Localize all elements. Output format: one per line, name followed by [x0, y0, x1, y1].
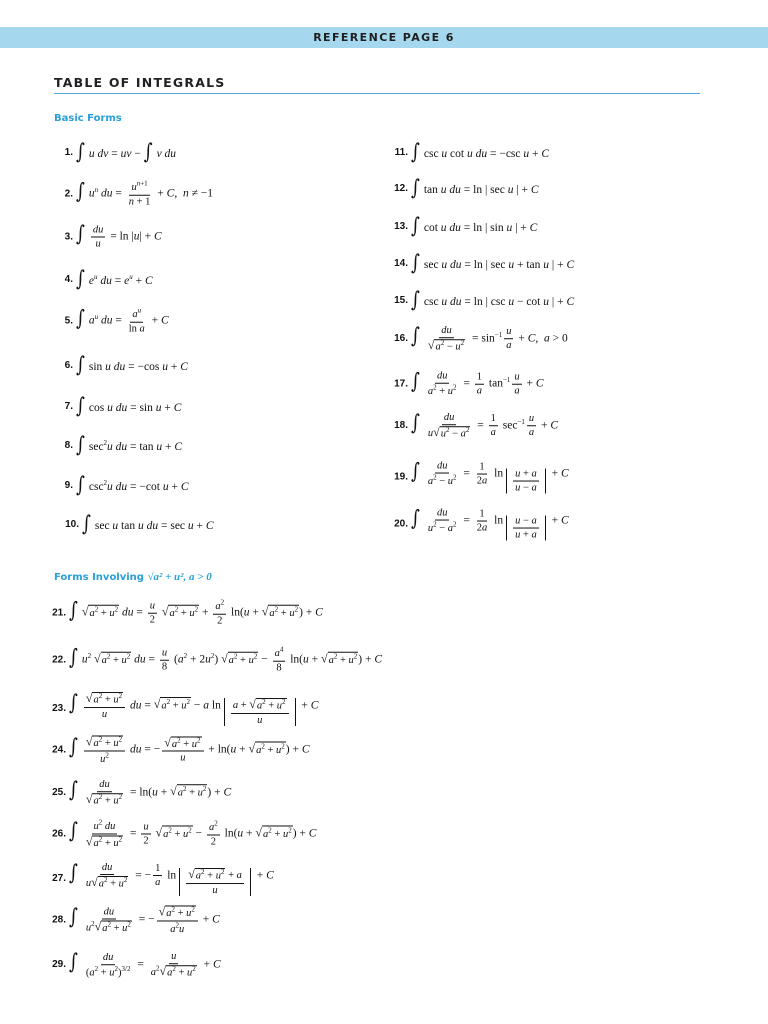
formula-number: 24. — [52, 744, 66, 756]
formula-expression: ∫ sec u tan u du = sec u + C — [82, 511, 214, 537]
formula-expression: ∫ du √ $a^2 + u^2$ = ln(u + √ $a^2 + u^2$ ) + C — [69, 778, 232, 807]
formula-row — [386, 175, 539, 201]
formula-expression: ∫ cot u du = ln | sin u | + C — [411, 213, 538, 239]
section-heading-expression: √a² + u², a > 0 — [147, 571, 212, 583]
formula-expression: ∫ sin u du = −cos u + C — [76, 352, 188, 378]
formula-number: 1. — [64, 146, 73, 158]
formula-expression: ∫ √ $a^2 + u^2$ u du = √ $a^2 + u^2$ − a ln a + √ $a^2 + u^2$ u + C — [69, 690, 319, 726]
formula-number: 6. — [64, 359, 73, 371]
formula-expression: ∫ $\frac{du}{u}$ = ln |u| + C — [76, 222, 162, 250]
formula-expression: ∫ $u^n$ du = $\frac{u^{n+1}}{n + 1}$ + C, n ≠ −1 — [76, 179, 214, 208]
formula-number: 9. — [64, 479, 73, 491]
page-title: TABLE OF INTEGRALS — [54, 75, 226, 90]
formula-number: 10. — [65, 518, 79, 530]
formula-expression: ∫ u dv = uv − ∫ v du — [76, 139, 177, 165]
formula-expression: ∫ du √ $a^2 - u^2$ = $\sin^{-1}$ $\frac{u}{a}$ + C, a > 0 — [411, 324, 568, 353]
page-header-title: REFERENCE PAGE 6 — [313, 31, 455, 44]
formula-expression: ∫ csc u cot u du = −csc u + C — [411, 139, 550, 165]
formula-number: 5. — [64, 315, 73, 327]
formula-number: 12. — [394, 182, 408, 194]
formula-row — [50, 735, 310, 764]
formula-row — [386, 458, 569, 494]
formula-expression: ∫ du u √ $a^2 + u^2$ = − $\frac{1}{a}$ ln √ $a^2 + u^2$ + a u + C — [69, 860, 274, 896]
formula-row — [50, 905, 220, 934]
formula-expression: ∫ √ $a^2 + u^2$ du = $\frac{u}{2}$ √ $a^2 + u^2$ + $\frac{a^2}{2}$ ln(u + √ $a^2 + u^2$ ) + C — [69, 598, 323, 627]
formula-row — [57, 432, 183, 458]
formula-row — [50, 951, 221, 979]
formula-number: 21. — [52, 607, 66, 619]
formula-number: 8. — [64, 439, 73, 451]
formula-row — [57, 181, 213, 208]
formula-expression: ∫ sec u du = ln | sec u + tan u | + C — [411, 250, 575, 276]
formula-expression: ∫ $a^u$ du = $\frac{a^u}{\text{ln a}}$ + C — [76, 306, 169, 335]
formula-expression: ∫ $\sec^2u$ du = tan u + C — [76, 432, 183, 458]
formula-row — [57, 266, 153, 292]
formula-row — [386, 371, 544, 398]
formula-row — [386, 325, 568, 353]
section-heading-basic-forms: Basic Forms — [54, 113, 122, 124]
formula-row — [386, 213, 538, 239]
section-heading-label: Forms Involving — [54, 572, 144, 583]
formula-number: 15. — [394, 294, 408, 306]
formula-number: 16. — [394, 333, 408, 345]
title-divider — [54, 93, 700, 94]
formula-number: 19. — [394, 471, 408, 483]
section-heading-forms-involving — [54, 571, 212, 583]
formula-expression: ∫ csc u du = ln | csc u − cot u | + C — [411, 287, 575, 313]
formula-number: 27. — [52, 873, 66, 885]
formula-number: 29. — [52, 959, 66, 971]
formula-expression: ∫ cos u du = sin u + C — [76, 393, 182, 419]
formula-number: 25. — [52, 787, 66, 799]
formula-row — [50, 819, 316, 848]
formula-expression: ∫ $u^2$ du √ $a^2 + u^2$ = $\frac{u}{2}$ √ $a^2 + u^2$ − $\frac{a^2}{2}$ ln(u + √ $a^2 + u^2$ ) + C — [69, 818, 317, 849]
formula-number: 4. — [64, 273, 73, 285]
formula-row — [57, 139, 177, 165]
formula-expression: ∫ du $u^2$ √ $a^2 + u^2$ = − √ $a^2 + u^2$ $a^2u$ + C — [69, 904, 220, 935]
formula-row — [57, 472, 189, 498]
formula-row — [50, 862, 274, 896]
formula-number: 26. — [52, 828, 66, 840]
formula-expression: ∫ $u^2$ √ $a^2 + u^2$ du = $\frac{u}{8}$ $(a^2 + 2u^2)$ √ $a^2 + u^2$ − $\frac{a^4}{8}$ ln(u + √ $a^2 + u^2$ ) + C — [69, 645, 382, 674]
formula-row — [386, 412, 558, 440]
formula-expression: ∫ tan u du = ln | sec u | + C — [411, 175, 539, 201]
formula-number: 13. — [394, 220, 408, 232]
formula-expression: ∫ $\frac{du}{u^2 - a^2}$ = $\frac{1}{2a}$ ln $\frac{u - a}{u + a}$ + C — [411, 505, 569, 541]
formula-row — [386, 505, 569, 541]
formula-row — [57, 224, 162, 249]
formula-row — [57, 393, 182, 419]
formula-row — [50, 647, 382, 674]
formula-expression: ∫ $e^u$ du = $e^u + C$ — [76, 266, 153, 292]
page-header-banner — [0, 27, 768, 48]
formula-row — [57, 511, 214, 537]
formula-number: 3. — [64, 231, 73, 243]
formula-number: 22. — [52, 654, 66, 666]
formula-number: 14. — [394, 257, 408, 269]
formula-number: 7. — [64, 400, 73, 412]
formula-row — [386, 139, 550, 165]
formula-number: 11. — [394, 146, 408, 158]
formula-row — [50, 779, 231, 807]
formula-expression: ∫ $\frac{du}{(a^2 + u^2)^{3/2}}$ = u $a^2$ √ $a^2 + u^2$ + C — [69, 950, 221, 979]
formula-row — [386, 287, 575, 313]
formula-expression: ∫ $\frac{du}{a^2 + u^2}$ = $\frac{1}{a}$ $\tan^{-1}$ $\frac{u}{a}$ + C — [411, 369, 544, 398]
formula-row — [50, 692, 318, 726]
formula-number: 28. — [52, 914, 66, 926]
formula-number: 20. — [394, 518, 408, 530]
formula-row — [57, 352, 188, 378]
formula-expression: ∫ du u √ $u^2 - a^2$ = $\frac{1}{a}$ $\sec^{-1}$ $\frac{u}{a}$ + C — [411, 411, 559, 440]
formula-number: 23. — [52, 703, 66, 715]
formula-number: 18. — [394, 420, 408, 432]
formula-row — [57, 308, 169, 335]
formula-row — [386, 250, 575, 276]
formula-expression: ∫ √ $a^2 + u^2$ $u^2$ du = − √ $a^2 + u^2$ u + ln(u + √ $a^2 + u^2$ ) + C — [69, 734, 310, 765]
formula-expression: ∫ $\frac{du}{a^2 - u^2}$ = $\frac{1}{2a}$ ln $\frac{u + a}{u - a}$ + C — [411, 458, 569, 494]
formula-row — [50, 600, 323, 627]
formula-number: 2. — [64, 188, 73, 200]
formula-number: 17. — [394, 378, 408, 390]
formula-expression: ∫ $\csc^2u$ du = −cot u + C — [76, 472, 189, 498]
